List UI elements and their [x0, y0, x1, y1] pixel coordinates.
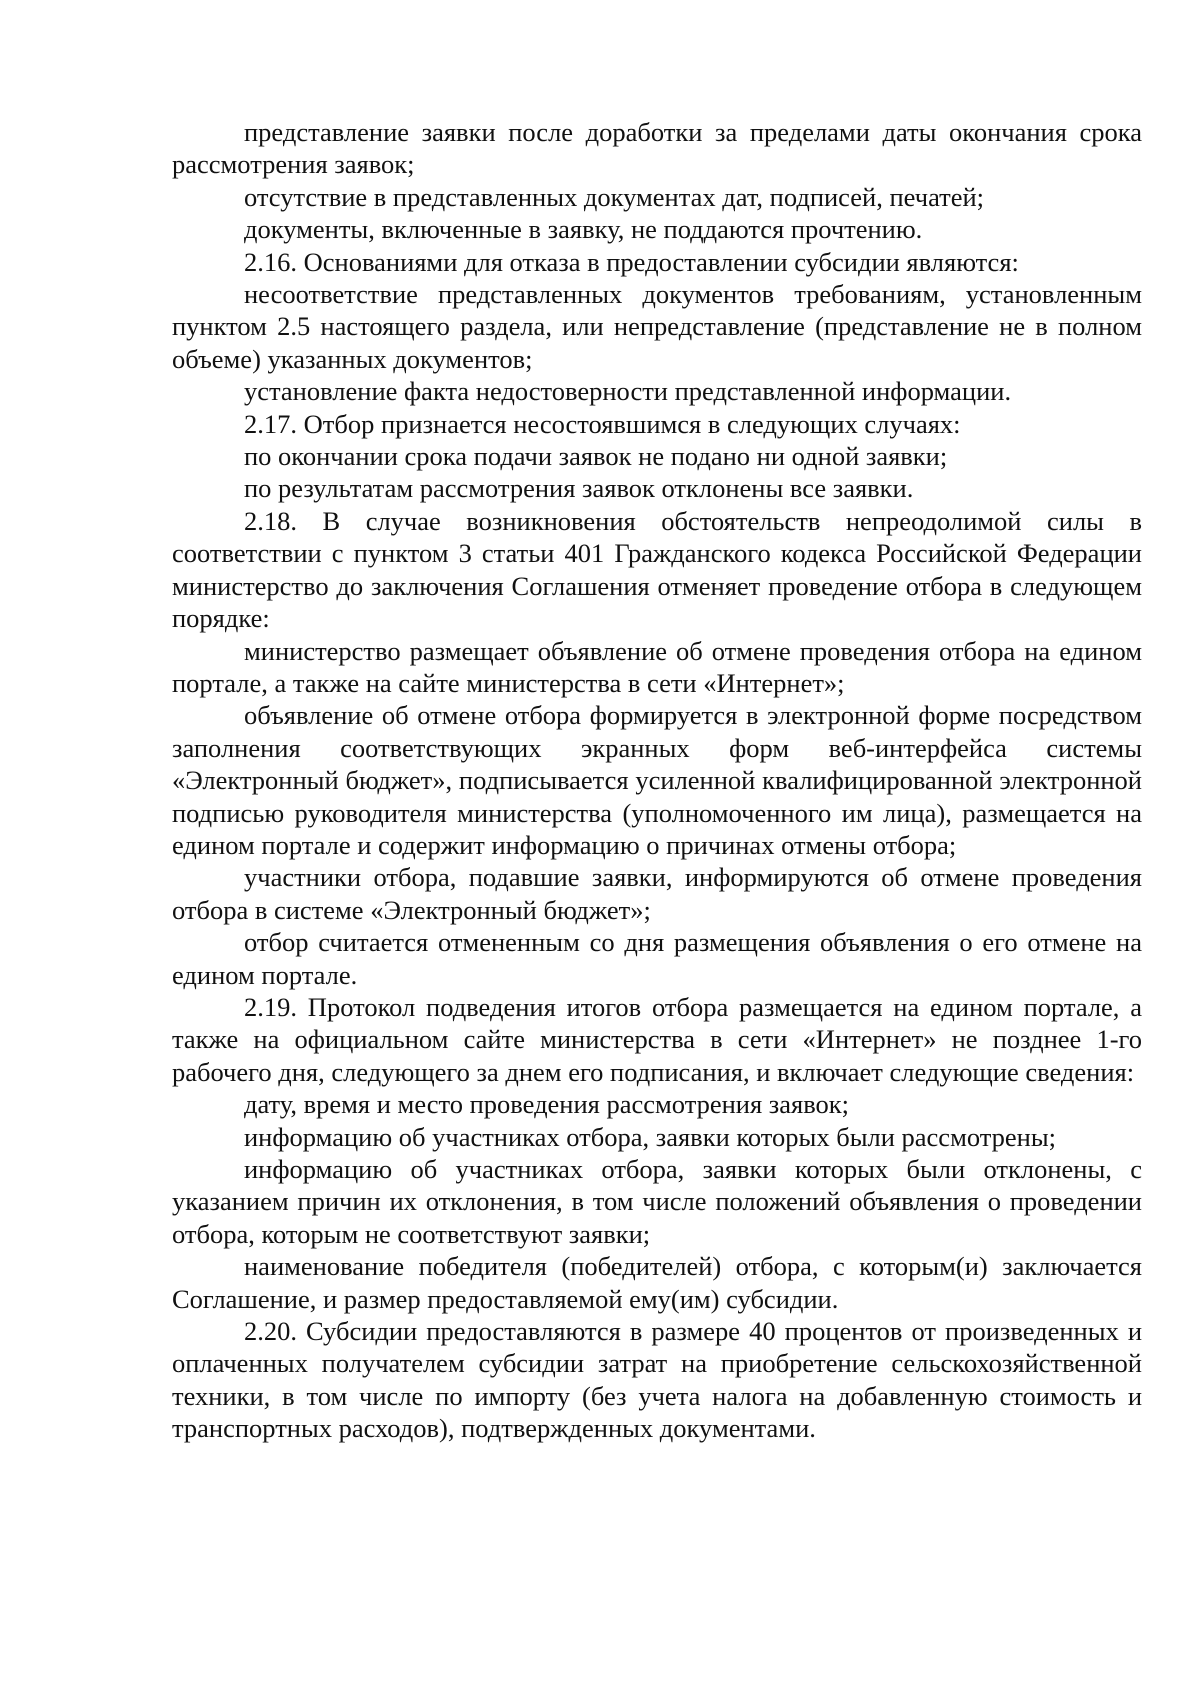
document-body — [172, 116, 1142, 1445]
paragraph-participants-informed: участники отбора, подавшие заявки, информируются об отмене проведения отбора в системе «Электронный бюджет»; — [172, 862, 1142, 925]
paragraph-nonconformity: несоответствие представленных документов требованиям, установленным пунктом 2.5 настоящего раздела, или непредставление (представление не в полном объеме) указанных документов; — [172, 279, 1142, 374]
paragraph-cancellation-notice: министерство размещает объявление об отмене проведения отбора на едином портале, а также на сайте министерства в сети «Интернет»; — [172, 635, 1142, 698]
paragraph-winner-name: наименование победителя (победителей) отбора, с которым(и) заключается Соглашение, и размер предоставляемой ему(им) субсидии. — [172, 1251, 1142, 1314]
paragraph-reviewed-participants: информацию об участниках отбора, заявки которых были рассмотрены; — [244, 1121, 1057, 1152]
paragraph-2-17-heading: 2.17. Отбор признается несостоявшимся в следующих случаях: — [244, 408, 961, 439]
paragraph-rejected-participants: информацию об участниках отбора, заявки которых были отклонены, с указанием причин их отклонения, в том числе положений объявления о проведении отбора, которым не соответствуют заявки; — [172, 1154, 1142, 1249]
paragraph-cancellation-date: отбор считается отмененным со дня размещения объявления о его отмене на едином портале. — [172, 927, 1142, 990]
paragraph-all-rejected: по результатам рассмотрения заявок отклонены все заявки. — [244, 473, 914, 504]
paragraph-2-20-subsidy-amount: 2.20. Субсидии предоставляются в размере 40 процентов от произведенных и оплаченных получателем субсидии затрат на приобретение сельскохозяйственной техники, в том числе по импорту (без учета налога на добавленную стоимость и транспортных расходов), подтвержденных документами. — [172, 1316, 1142, 1444]
paragraph-2-16-heading: 2.16. Основаниями для отказа в предоставлении субсидии являются: — [244, 246, 1019, 277]
paragraph-date-time-place: дату, время и место проведения рассмотрения заявок; — [244, 1089, 850, 1120]
paragraph-no-applications: по окончании срока подачи заявок не подано ни одной заявки; — [244, 441, 948, 472]
paragraph-electronic-form: объявление об отмене отбора формируется в электронной форме посредством заполнения соответствующих экранных форм веб-интерфейса системы «Электронный бюджет», подписывается усиленной квалифицированной электронной подписью руководителя министерства (уполномоченного им лица), размещается на едином портале и содержит информацию о причинах отмены отбора; — [172, 700, 1142, 860]
paragraph-2-18-force-majeure: 2.18. В случае возникновения обстоятельств непреодолимой силы в соответствии с пунктом 3 статьи 401 Гражданского кодекса Российской Федерации министерство до заключения Соглашения отменяет проведение отбора в следующем порядке: — [172, 505, 1142, 634]
paragraph-2-19-protocol: 2.19. Протокол подведения итогов отбора размещается на едином портале, а также на официальном сайте министерства в сети «Интернет» не позднее 1-го рабочего дня, следующего за днем его подписания, и включает следующие сведения: — [172, 991, 1142, 1087]
paragraph-late-submission: представление заявки после доработки за пределами даты окончания срока рассмотрения заявок; — [172, 117, 1142, 180]
paragraph-missing-signatures: отсутствие в представленных документах дат, подписей, печатей; — [244, 181, 985, 212]
paragraph-false-information: установление факта недостоверности представленной информации. — [244, 376, 1012, 407]
paragraph-unreadable-documents: документы, включенные в заявку, не поддаются прочтению. — [244, 214, 923, 245]
